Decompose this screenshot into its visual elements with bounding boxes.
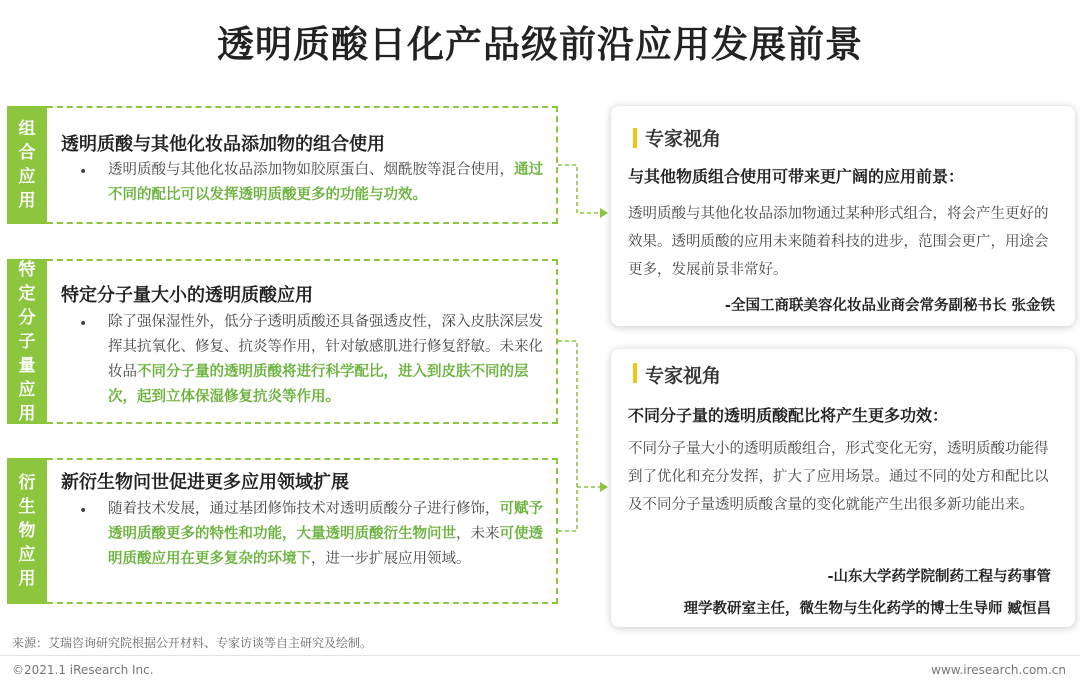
tag-char: 定 — [18, 283, 36, 304]
tag-char: 用 — [18, 191, 36, 211]
expert-card — [611, 106, 1075, 326]
connector-path-3 — [558, 487, 600, 531]
tag-char: 特 — [18, 259, 36, 280]
connector-path-2 — [558, 341, 577, 487]
tag-char: 应 — [18, 167, 36, 187]
text-normal: ，进一步扩展应用领域。 — [311, 551, 471, 567]
section-text — [108, 310, 553, 410]
expert-label: 专家视角 — [645, 128, 722, 150]
tag-char: 应 — [18, 379, 36, 400]
section-tag — [7, 458, 47, 604]
signature-line: 理学教研室主任，微生物与生化药学的博士生导师 臧恒昌 — [683, 601, 1051, 617]
footer-divider — [0, 655, 1080, 656]
section-tag — [7, 106, 47, 224]
expert-signature — [725, 294, 1055, 315]
tag-char: 分 — [18, 307, 36, 328]
text-normal: 透明质酸与其他化妆品添加物如胶原蛋白、烟酰胺等混合使用， — [108, 162, 514, 178]
expert-subtitle: 与其他物质组合使用可带来更广阔的应用前景： — [628, 167, 965, 186]
arrow-head-icon — [600, 482, 608, 492]
expert-subtitle: 不同分子量的透明质酸配比将产生更多功效： — [628, 406, 949, 425]
arrow-head-icon — [600, 208, 608, 218]
text-normal: ，未来 — [456, 526, 500, 542]
expert-body: 透明质酸与其他化妆品添加物通过某种形式组合，将会产生更好的效果。透明质酸的应用未来随着科技的进步，范围会更广，用途会更多，发展前景非常好。 — [628, 206, 1049, 278]
section-combination-use — [7, 106, 558, 224]
tag-char: 子 — [18, 331, 36, 352]
text-highlight: 可赋予透明质酸更多的特性和功能，大量透明质酸衍生物问世 — [108, 501, 543, 542]
page-title: 透明质酸日化产品级前沿应用发展前景 — [217, 23, 863, 66]
tag-char: 物 — [18, 521, 36, 541]
bullet-icon: • — [79, 164, 88, 180]
section-text — [108, 158, 548, 208]
accent-bar — [633, 363, 637, 383]
connector-path-1 — [558, 165, 600, 213]
section-derivatives — [7, 458, 558, 604]
tag-char: 量 — [18, 355, 36, 376]
section-heading: 透明质酸与其他化妆品添加物的组合使用 — [61, 134, 385, 155]
signature-line: -全国工商联美容化妆品业商会常务副秘书长 张金铁 — [724, 298, 1055, 314]
text-normal: 随着技术发展，通过基团修饰技术对透明质酸分子进行修饰， — [108, 501, 500, 517]
text-normal: 除了强保湿性外，低分子透明质酸还具备强透皮性，深入皮肤深层发挥其抗氧化、修复、抗炎等作用，针对敏感肌进行修复舒敏。未来化妆品 — [108, 314, 543, 380]
text-highlight: 可使透明质酸应用在更多复杂的环境下 — [108, 526, 543, 567]
text-highlight: 不同分子量的透明质酸将进行科学配比，进入到皮肤不同的层次，起到立体保湿修复抗炎等作用。 — [108, 364, 529, 405]
section-heading: 新衍生物问世促进更多应用领域扩展 — [61, 472, 349, 493]
tag-char: 用 — [18, 403, 36, 424]
tag-char: 生 — [18, 497, 36, 517]
section-molecular-weight — [7, 259, 558, 424]
tag-char: 合 — [18, 143, 36, 163]
tag-char: 用 — [18, 569, 36, 589]
tag-char: 衍 — [18, 473, 36, 493]
bullet-icon: • — [79, 503, 88, 519]
copyright: ©2021.1 iResearch Inc. — [12, 663, 154, 677]
expert-label: 专家视角 — [645, 365, 722, 387]
section-text — [108, 497, 553, 572]
expert-body: 不同分子量大小的透明质酸组合，形式变化无穷，透明质酸功能得到了优化和充分发挥，扩大了应用场景。通过不同的处方和配比以及不同分子量透明质酸含量的变化就能产生出很多新功能出来。 — [628, 441, 1049, 513]
tag-char: 应 — [18, 545, 36, 565]
accent-bar — [633, 128, 637, 148]
bullet-icon: • — [79, 316, 88, 332]
section-tag — [7, 259, 47, 424]
signature-line: -山东大学药学院制药工程与药事管 — [827, 569, 1051, 585]
section-heading: 特定分子量大小的透明质酸应用 — [61, 285, 313, 306]
tag-char: 组 — [18, 119, 36, 139]
text-highlight: 通过不同的配比可以发挥透明质酸更多的功能与功效。 — [108, 162, 543, 203]
expert-card — [611, 349, 1075, 627]
website-link[interactable]: www.iresearch.com.cn — [931, 663, 1066, 677]
source-note: 来源：艾瑞咨询研究院根据公开材料、专家访谈等自主研究及绘制。 — [12, 636, 373, 650]
expert-signature — [683, 561, 1051, 625]
